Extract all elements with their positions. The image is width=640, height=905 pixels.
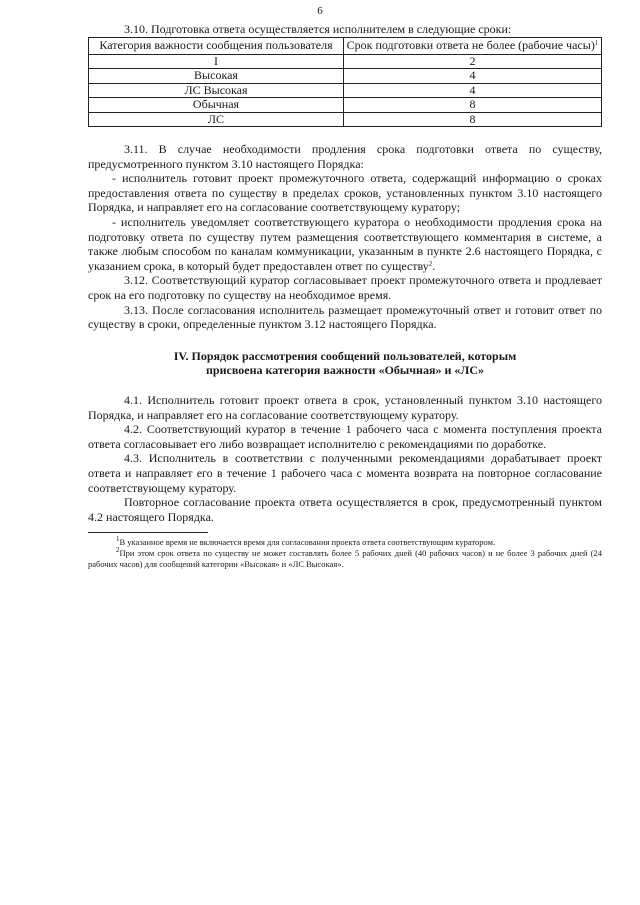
table-cell-category: I [89,55,344,69]
table-cell-hours: 8 [344,112,602,126]
page-number: 6 [317,5,323,17]
section-title-line1: IV. Порядок рассмотрения сообщений пользователей, которым [173,348,517,363]
table-row [89,98,602,112]
section-title [88,349,602,378]
paragraph-4-3: 4.3. Исполнитель в соответствии с полученными рекомендациями дорабатывает проект ответа и направляет его в течение 1 рабочего часа с момента возврата на повторное согласование соответствующему куратору. [88,451,602,495]
paragraph-4-1: 4.1. Исполнитель готовит проект ответа в срок, установленный пунктом 3.10 настоящего Порядка, и направляет его на согласование соответствующему куратору. [88,392,602,422]
paragraph-3-10: 3.10. Подготовка ответа осуществляется исполнителем в следующие сроки: [124,22,512,36]
footnote-2-text: При этом срок ответа по существу не может составлять более 5 рабочих дней (40 рабочих часов) и не более 3 рабочих дней (24 рабочих часов) для сообщений категории «Высокая» и «ЛС Высокая». [88,548,602,570]
paragraph-3-11: 3.11. В случае необходимости продления срока подготовки ответа по существу, предусмотренного пунктом 3.10 настоящего Порядка: [88,142,602,171]
footnote-ref-1: 1 [594,38,599,47]
footnote-2-number: 2 [116,546,120,555]
table-row [89,69,602,83]
footnote-ref-2: 2 [428,259,433,268]
deadline-table [88,37,602,127]
footnote-2 [88,548,602,570]
paragraph-3-13: 3.13. После согласования исполнитель размещает промежуточный ответ и готовит ответ по существу в сроки, определенные пунктом 3.12 настоящего Порядка. [88,302,602,332]
section-title-line2: присвоена категория важности «Обычная» и «ЛС» [206,363,484,378]
footnote-1-number: 1 [116,535,120,544]
paragraph-4-2: 4.2. Соответствующий куратор в течение 1 рабочего часа с момента поступления проекта ответа согласовывает его либо возвращает исполнителю с рекомендациями по доработке. [88,422,602,451]
page-content [88,22,602,570]
table-cell-category: ЛС [89,112,344,126]
table-cell-hours: 8 [344,98,602,112]
table-header-deadline [344,37,602,54]
table-row [89,112,602,126]
table-cell-hours: 4 [344,69,602,83]
table-row [89,83,602,97]
table-header-category: Категория важности сообщения пользователя [89,37,344,54]
table-header-row [89,37,602,54]
table-cell-hours: 2 [344,55,602,69]
table-header-deadline-text: Срок подготовки ответа не более (рабочие часы) [346,37,595,52]
table-cell-category: Обычная [89,98,344,112]
paragraph-4-3-repeat: Повторное согласование проекта ответа осуществляется в срок, предусмотренный пунктом 4.2 настоящего Порядка. [88,495,602,524]
bullet-end-punct: . [432,258,436,273]
table-row [89,55,602,69]
paragraph-3-12: 3.12. Соответствующий куратор согласовывает проект промежуточного ответа и продлевает срок на его подготовку по существу на необходимое время. [88,273,602,302]
footnote-divider [88,532,208,533]
bullet-notify-curator [88,215,602,273]
table-cell-category: Высокая [89,69,344,83]
bullet-interim-answer: - исполнитель готовит проект промежуточного ответа, содержащий информацию о сроках предоставления ответа по существу в пределах сроков, установленных пунктом 3.10 настоящего Порядка, и направляет его на согласование соответствующему куратору; [88,171,602,215]
footnote-1 [88,537,602,548]
table-cell-hours: 4 [344,83,602,97]
bullet-notify-curator-text: - исполнитель уведомляет соответствующего куратора о необходимости продления срока на подготовку ответа по существу путем размещения соответствующего комментария в системе, а также любым способом по каналам коммуникации, указанным в пункте 2.6 настоящего Порядка, с указанием срока, в который будет предоставлен ответ по существу [88,215,602,273]
table-cell-category: ЛС Высокая [89,83,344,97]
footnote-1-text: В указанное время не включается время для согласования проекта ответа соответствующим куратором. [119,537,496,548]
